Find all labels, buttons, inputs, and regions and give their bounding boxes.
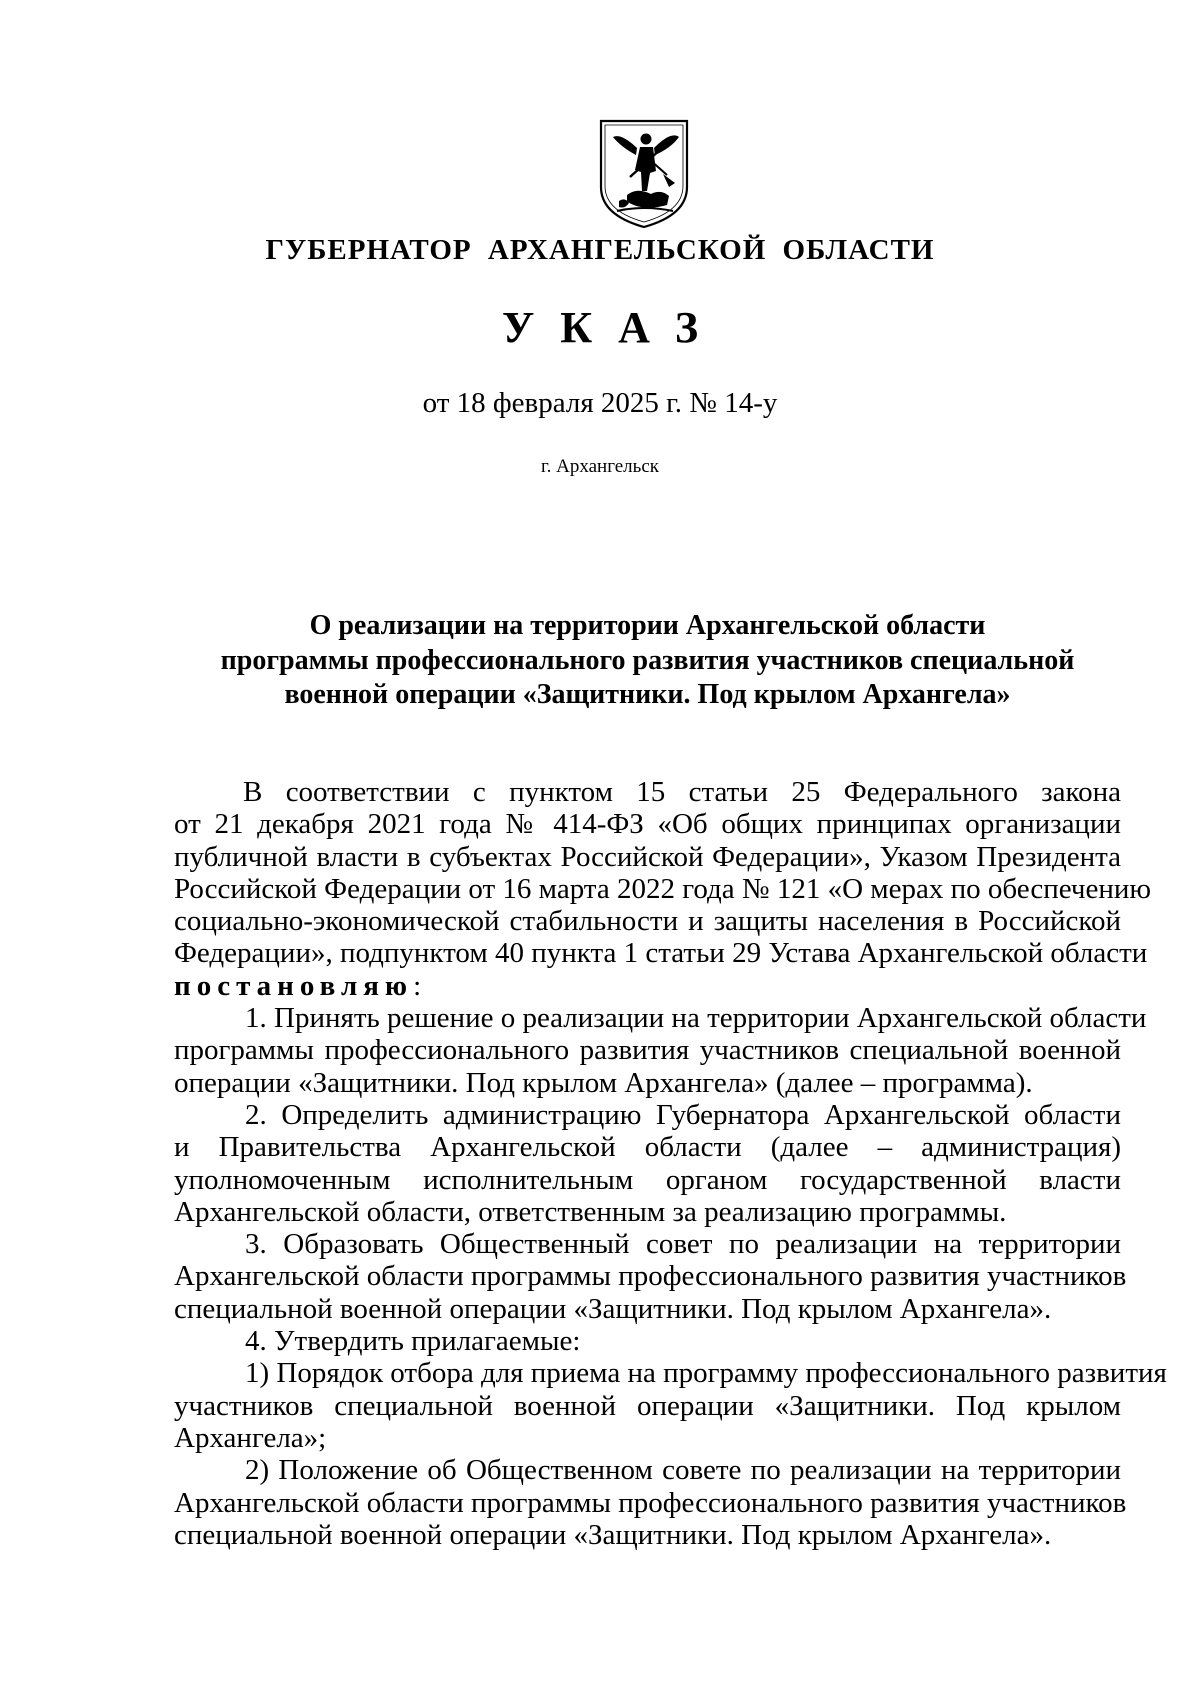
document-title — [174, 609, 1121, 713]
document-type: УКАЗ — [501, 303, 725, 352]
item-line: Архангельской области программы профессионального развития участников — [174, 1260, 1127, 1293]
subitem-line: 1) Порядок отбора для приема на программу профессионального развития — [245, 1357, 1167, 1390]
issuer-title: ГУБЕРНАТОР АРХАНГЕЛЬСКОЙ ОБЛАСТИ — [265, 234, 935, 266]
subitem-line: Архангела»; — [174, 1421, 327, 1454]
item-line: операции «Защитники. Под крылом Архангела» (далее – программа). — [174, 1066, 1033, 1099]
preamble-line: В соответствии с пунктом 15 статьи 25 Федерального закона — [243, 776, 1121, 808]
title-line: программы профессионального развития участников специальной — [220, 644, 1075, 676]
item-line: 2. Определить администрацию Губернатора Архангельской области — [245, 1098, 1121, 1131]
subitem-line: специальной военной операции «Защитники. Под крылом Архангела». — [174, 1518, 1052, 1551]
item-line: Архангельской области, ответственным за реализацию программы. — [174, 1195, 1007, 1228]
preamble-line: Федерации», подпунктом 40 пункта 1 статьи 29 Устава Архангельской области — [174, 937, 1148, 970]
document-city: г. Архангельск — [540, 456, 659, 477]
decree-line — [174, 970, 1121, 1002]
decree-colon: : — [413, 969, 422, 1002]
subitem-line: 2) Положение об Общественном совете по реализации на территории — [245, 1454, 1121, 1487]
subitem-line: участников специальной военной операции «Защитники. Под крылом — [174, 1389, 1121, 1422]
preamble-line: социально-экономической стабильности и защиты населения в Российской — [174, 905, 1121, 938]
preamble-line: от 21 декабря 2021 года № 414-ФЗ «Об общих принципах организации — [174, 808, 1121, 841]
item-line: программы профессионального развития участников специальной военной — [174, 1034, 1121, 1067]
item-line: 3. Образовать Общественный совет по реализации на территории — [245, 1228, 1121, 1261]
title-line: О реализации на территории Архангельской области — [309, 610, 986, 641]
item-line: и Правительства Архангельской области (далее – администрация) — [174, 1131, 1121, 1164]
item-line: 4. Утвердить прилагаемые: — [245, 1325, 581, 1358]
preamble-line: публичной власти в субъектах Российской Федерации», Указом Президента — [174, 840, 1121, 873]
item-line: уполномоченным исполнительным органом государственной власти — [174, 1163, 1121, 1196]
preamble-line: Российской Федерации от 16 марта 2022 года № 121 «О мерах по обеспечению — [174, 872, 1152, 905]
document-body — [174, 776, 1167, 1551]
title-line: военной операции «Защитники. Под крылом Архангела» — [284, 679, 1011, 710]
item-line: специальной военной операции «Защитники. Под крылом Архангела». — [174, 1292, 1052, 1325]
decree-word: постановляю — [174, 969, 414, 1002]
document-date-number: от 18 февраля 2025 г. № 14-у — [422, 387, 778, 419]
coat-of-arms-icon — [597, 117, 691, 230]
subitem-line: Архангельской области программы профессионального развития участников — [174, 1486, 1127, 1519]
item-line: 1. Принять решение о реализации на территории Архангельской области — [245, 1002, 1147, 1035]
